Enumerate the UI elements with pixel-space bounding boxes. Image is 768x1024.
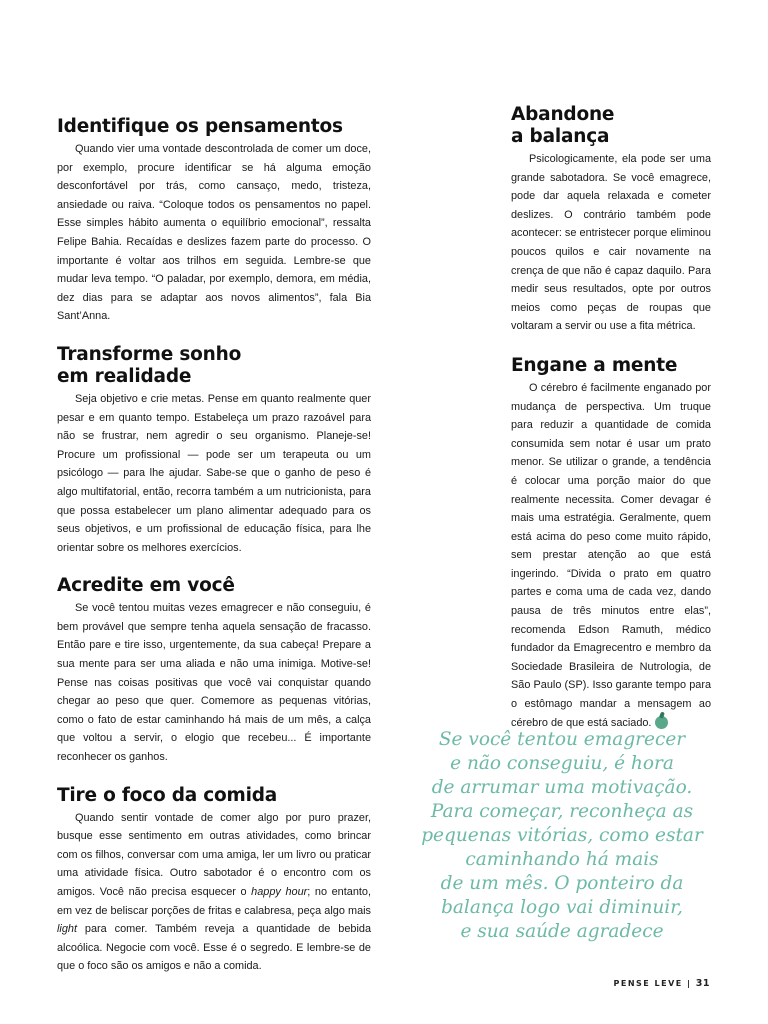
quote-line: Se você tentou emagrecer: [438, 729, 686, 750]
italic-term: light: [57, 923, 77, 936]
section-identifique: [57, 116, 371, 326]
section-body: Quando vier uma vontade descontrolada de comer um doce, por exemplo, procure identificar se há alguma emoção desconfortável por trás, como cansaço, medo, tristeza, ansiedade ou raiva. “Coloque todos os pensamentos no papel. Esse simples hábito aumenta o equilíbrio emocional”, ressalta Felipe Bahia. Recaídas e deslizes fazem parte do processo. O importante é voltar aos trilhos em seguida. Lembre-se que mudar leva tempo. “O paladar, por exemplo, demora, em média, dez dias para se adaptar aos novos alimentos”, fala Bia Sant’Anna.: [57, 143, 371, 323]
section-acredite: [57, 575, 371, 766]
section-engane: [511, 355, 711, 732]
page-footer: [613, 978, 710, 989]
quote-line: e sua saúde agradece: [460, 921, 664, 942]
magazine-name: PENSE LEVE: [613, 979, 683, 988]
quote-line: balança logo vai diminuir,: [441, 897, 683, 918]
quote-line: pequenas vitórias, como estar: [421, 825, 703, 846]
italic-term: happy hour: [251, 886, 308, 898]
quote-line: de arrumar uma motivação.: [431, 777, 693, 798]
section-body: Se você tentou muitas vezes emagrecer e não conseguiu, é bem provável que sempre tenha aquela sensação de fracasso. Então pare e tire isso, urgentemente, da sua cabeça! Prepare a sua mente para ser uma aliada e não uma inimiga. Motive-se! Pense nas coisas positivas que você vai conquistar quando chegar ao peso que quer. Comemore as pequenas vitórias, como o fato de estar caminhando há mais de um mês, a calça que voltou a servir, o elogio que recebeu... É importante reconhecer os ganhos.: [57, 602, 371, 764]
pull-quote: [412, 728, 712, 944]
body-text: para comer. Também reveja a quantidade de bebida alcoólica. Negocie com você. Esse é o segredo. E lembre-se de que o foco são os amigos e não a comida.: [57, 923, 371, 973]
page-number: 31: [695, 978, 710, 989]
section-heading: Abandone a balança: [511, 104, 615, 147]
body-text: Quando sentir vontade de comer algo por puro prazer, busque esse sentimento em outras atividades, como brincar com os filhos, conversar com uma amiga, ler um livro ou praticar uma atividade física. Outro sabotador é o encontro com os amigos. Você não precisa esquecer o: [57, 811, 371, 898]
body-text: O cérebro é facilmente enganado por mudança de perspectiva. Um truque para reduzir a quantidade de comida consumida sem notar é usar um prato menor. Se utilizar o grande, a tendência é colocar uma porção maior do que realmente necessita. Comer devagar é mais uma estratégia. Geralmente, quem está acima do peso come muito rápido, sem prestar atenção ao que está ingerindo. “Divida o prato em quatro partes e coma uma de cada vez, dando pausa de três minutos entre elas”, recomenda Edson Ramuth, médico fundador da Emagrecentro e membro da Sociedade Brasileira de Nutrologia, de São Paulo (SP). Isso garante tempo para o estômago mandar a mensagem ao cérebro de que está saciado.: [511, 381, 711, 729]
section-heading: Engane a mente: [511, 354, 678, 376]
section-body: [511, 379, 711, 732]
section-abandone: [511, 104, 711, 336]
footer-separator: |: [687, 979, 692, 988]
quote-line: de um mês. O ponteiro da: [440, 873, 684, 894]
section-heading: Acredite em você: [57, 575, 235, 597]
quote-line: Para começar, reconheça as: [430, 801, 694, 822]
quote-line: e não conseguiu, é hora: [450, 753, 674, 774]
section-heading: Transforme sonho em realidade: [57, 343, 242, 387]
right-column: [511, 104, 711, 751]
section-heading: Identifique os pensamentos: [57, 116, 343, 137]
section-heading: Tire o foco da comida: [57, 784, 278, 806]
section-body: Psicologicamente, ela pode ser uma grande sabotadora. Se você emagrece, pode dar aquela relaxada e cometer deslizes. O contrário também pode acontecer: se entristecer porque eliminou poucos quilos e cair novamente na crença de que não é capaz daquilo. Para medir seus resultados, opte por outros meios como peças de roupas que voltaram a servir ou use a fita métrica.: [511, 153, 711, 333]
body-text: ; no entanto, em vez de beliscar porções de fritas e calabresa, peça algo mais: [57, 886, 371, 917]
left-column: [57, 116, 371, 994]
section-body: [57, 809, 371, 976]
section-transforme: [57, 344, 371, 557]
section-body: Seja objetivo e crie metas. Pense em quanto realmente quer pesar e em quanto tempo. Estabeleça um prazo razoável para não se frustrar, nem agredir o seu organismo. Planeje-se! Procure um profissional — pode ser um terapeuta ou um psicólogo — para lhe ajudar. Sabe-se que o ganho de peso é algo multifatorial, então, recorra também a um nutricionista, para que possa estabelecer um plano alimentar adequado para os seus objetivos, e um profissional de educação física, para lhe orientar sobre os melhores exercícios.: [57, 392, 371, 554]
section-tire-o-foco: [57, 785, 371, 976]
quote-line: caminhando há mais: [465, 849, 659, 870]
